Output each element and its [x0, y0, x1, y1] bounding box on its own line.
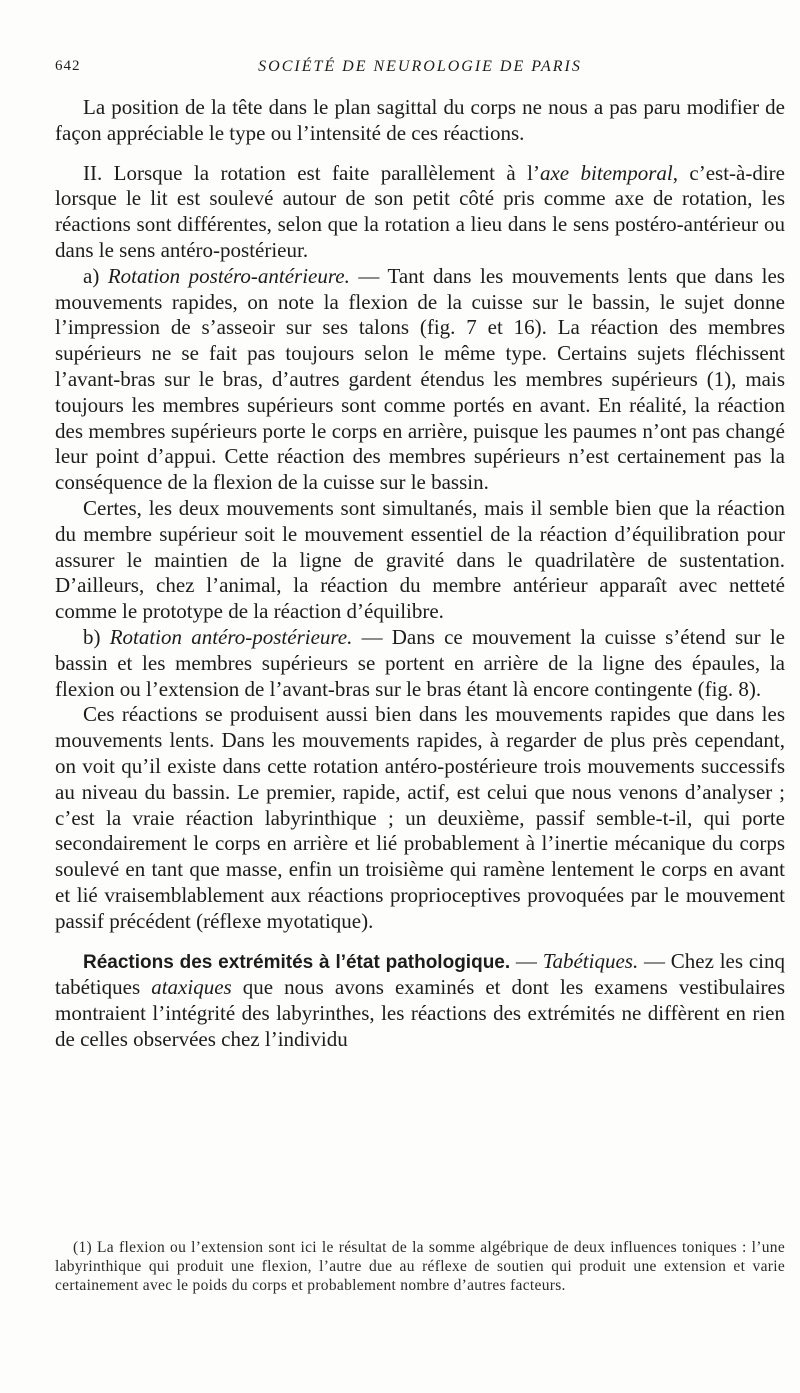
- paragraph-certes: Certes, les deux mouvements sont simultanés, mais il semble bien que la réaction du membre supérieur soit le mouvement essentiel de la réaction d’équilibration pour assurer le maintien de la ligne de gravité dans le quadrilatère de sustentation. D’ailleurs, chez l’animal, la réaction du membre antérieur apparaît avec netteté comme le prototype de la réaction d’équilibre.: [55, 495, 785, 624]
- running-head: [55, 58, 785, 82]
- section-heading-reactions-extremites: Réactions des extrémités à l’état pathologique.: [83, 951, 511, 973]
- footnote: (1) La flexion ou l’extension sont ici le résultat de la somme algébrique de deux influences toniques : l’une labyrinthique qui produit une flexion, l’autre due au réflexe de soutien qui produit une extension et varie certainement avec le poids du corps et probablement nombre d’autres facteurs.: [55, 1239, 785, 1294]
- journal-title: SOCIÉTÉ DE NEUROLOGIE DE PARIS: [258, 58, 582, 75]
- term-ataxiques: ataxiques: [151, 975, 232, 1000]
- body-text: [55, 95, 785, 1053]
- paragraph-position-tete: La position de la tête dans le plan sagittal du corps ne nous a pas paru modifier de façon appréciable le type ou l’intensité de ces réactions.: [55, 95, 785, 145]
- paragraph-ces-reactions: Ces réactions se produisent aussi bien dans les mouvements rapides que dans les mouvements lents. Dans les mouvements rapides, à regarder de plus près cependant, on voit qu’il existe dans cette rotation antéro-postérieure trois mouvements successifs au niveau du bassin. Le premier, rapide, actif, est celui que nous venons d’analyser ; c’est la vraie réaction labyrinthique ; un deuxième, passif semble-t-il, qui porte secondairement le corps en arrière et lié probablement à l’inertie mécanique du corps soulevé en tant que masse, enfin un troisième qui ramène lentement le corps en avant et lié vraisemblablement aux réactions proprioceptives provoquées par le mouvement passif précédent (réflexe myotatique).: [55, 702, 785, 933]
- paragraph-rotation-antero-posterieure: b) Rotation antéro-postérieure. — Dans ce mouvement la cuisse s’étend sur le bassin et les membres supérieurs se portent en arrière de la ligne des épaules, la flexion ou l’extension de l’avant-bras sur le bras étant là encore contingente (fig. 8).: [55, 624, 785, 701]
- term-axe-bitemporal: axe bitemporal: [539, 160, 673, 185]
- subheading-rotation-postero-anterieure: Rotation postéro-antérieure.: [107, 263, 350, 288]
- paragraph-rotation-postero-anterieure: a) Rotation postéro-antérieure. — Tant dans les mouvements lents que dans les mouvements rapides, on note la flexion de la cuisse sur le bassin, le sujet donne l’impression de s’asseoir sur ses talons (fig. 7 et 16). La réaction des membres supérieurs ne se fait pas toujours selon le même type. Certains sujets fléchissent l’avant-bras sur le bras, d’autres gardent étendus les membres supérieurs (1), mais toujours les membres supérieurs sont comme portés en avant. En réalité, la réaction des membres supérieurs porte le corps en arrière, puisque les paumes n’ont pas changé leur point d’appui. Cette réaction des membres supérieurs n’est certainement pas la conséquence de la flexion de la cuisse sur le bassin.: [55, 263, 785, 495]
- paragraph-section-ii: II. Lorsque la rotation est faite parallèlement à l’axe bitemporal, c’est-à-dire lorsque le lit est soulevé autour de son petit côté pris comme axe de rotation, les réactions sont différentes, selon que la rotation a lieu dans le sens postéro-antérieur ou dans le sens antéro-postérieur.: [55, 160, 785, 262]
- subheading-tabetiques: Tabétiques.: [542, 948, 639, 973]
- paragraph-reactions-pathologiques: Réactions des extrémités à l’état pathologique. — Tabétiques. — Chez les cinq tabétiques ataxiques que nous avons examinés et dont les examens vestibulaires montraient l’intégrité des labyrinthes, les réactions des extrémités ne diffèrent en rien de celles observées chez l’individu: [55, 948, 786, 1051]
- subheading-rotation-antero-posterieure: Rotation antéro-postérieure.: [109, 624, 353, 649]
- page-number: 642: [55, 58, 81, 74]
